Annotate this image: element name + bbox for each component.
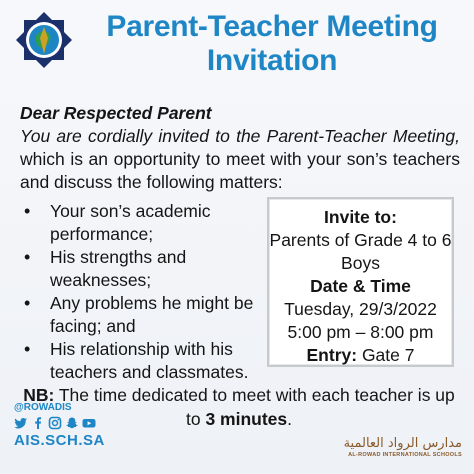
facebook-icon[interactable] [31, 416, 45, 430]
page-title [78, 10, 466, 78]
note-duration: 3 minutes [205, 409, 288, 429]
matters-list [22, 200, 262, 384]
intro-continuation: which is an opportunity to meet with your son’s teachers and discuss the following matters: [20, 149, 460, 192]
invitees: Parents of Grade 4 to 6 Boys [269, 230, 452, 273]
instagram-icon[interactable] [48, 416, 62, 430]
intro-paragraph [20, 125, 460, 194]
school-logo [14, 10, 74, 70]
meeting-date: Tuesday, 29/3/2022 [284, 299, 437, 319]
entry-label: Entry: [306, 345, 358, 365]
note-end: . [287, 409, 293, 429]
list-item: • Your son’s academic performance; [22, 200, 262, 246]
meeting-time: 5:00 pm – 8:00 pm [287, 322, 434, 342]
entry-line [269, 344, 452, 367]
datetime-label: Date & Time [310, 276, 411, 296]
note-label: NB: [23, 385, 55, 405]
social-icons [14, 416, 96, 430]
invite-label: Invite to: [324, 207, 397, 227]
title-line-1: Parent-Teacher Meeting [106, 10, 438, 43]
invite-sentence: You are cordially invited to the Parent-Teacher Meeting, [20, 126, 460, 146]
youtube-icon[interactable] [82, 416, 96, 430]
website-link[interactable]: AIS.SCH.SA [14, 432, 105, 449]
brand-arabic: مدارس الرواد العالمية [343, 436, 462, 451]
list-item: • His relationship with his teachers and classmates. [22, 338, 262, 384]
note-text: The time dedicated to meet with each teacher is up to [58, 385, 455, 429]
social-handle[interactable]: @ROWADIS [14, 402, 72, 413]
greeting: Dear Respected Parent [20, 103, 212, 123]
invite-details-box [267, 197, 454, 367]
letter-body [20, 102, 460, 194]
social-block [14, 402, 104, 466]
school-brand [332, 436, 462, 459]
list-item: • His strengths and weaknesses; [22, 246, 262, 292]
entry-value: Gate 7 [361, 345, 415, 365]
snapchat-icon[interactable] [65, 416, 79, 430]
brand-english: AL-ROWAD INTERNATIONAL SCHOOLS [348, 452, 462, 458]
title-line-2: Invitation [206, 44, 338, 77]
list-item: • Any problems he might be facing; and [22, 292, 262, 338]
twitter-icon[interactable] [14, 416, 28, 430]
